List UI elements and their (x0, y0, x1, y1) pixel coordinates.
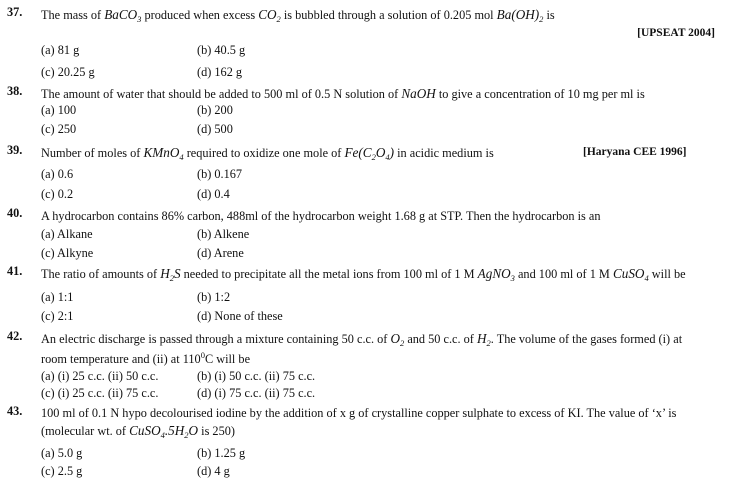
exam-reference: [UPSEAT 2004] (637, 27, 715, 39)
formula: BaCO$_3$ (104, 7, 142, 24)
option-c: (c) (i) 25 c.c. (ii) 75 c.c. (41, 386, 159, 400)
formula: $O_2$ (390, 331, 405, 348)
question-number: 41. (7, 264, 23, 278)
option-a: (a) 1:1 (41, 290, 74, 304)
option-b: (b) 1.25 g (197, 446, 246, 460)
question-stem: An electric discharge is passed through a mixture containing 50 c.c. of $O_2$ and 50 c.c. of $H_2$. The volume of the gases formed (i) at room temperature and (ii) at $110^0C$ will be (41, 331, 683, 366)
option-b: (b) 0.167 (197, 167, 243, 181)
formula: $Fe(C_2O_4)$ (344, 145, 395, 162)
option-c: (c) 20.25 g (41, 65, 95, 79)
option-c: (c) 2.5 g (41, 464, 83, 478)
option-c: (c) 250 (41, 122, 77, 136)
formula: CuSO$_4$ (612, 266, 649, 283)
option-a: (a) Alkane (41, 227, 93, 241)
option-d: (d) 4 g (197, 464, 230, 478)
option-d: (d) None of these (197, 309, 283, 323)
option-d: (d) Arene (197, 246, 244, 260)
option-c: (c) 2:1 (41, 309, 74, 323)
option-d: (d) (i) 75 c.c. (ii) 75 c.c. (197, 386, 316, 400)
option-d: (d) 0.4 (197, 187, 230, 201)
option-b: (b) 1:2 (197, 290, 231, 304)
option-a: (a) 0.6 (41, 167, 74, 181)
option-a: (a) 5.0 g (41, 446, 83, 460)
option-b: (b) Alkene (197, 227, 250, 241)
formula: $CO_2$ (258, 7, 281, 24)
question-number: 43. (7, 404, 23, 418)
question-stem: A hydrocarbon contains 86% carbon, 488ml of the hydrocarbon weight 1.68 g at STP. Then the hydrocarbon is an (41, 209, 601, 223)
question-number: 40. (7, 206, 23, 220)
option-b: (b) 40.5 g (197, 43, 246, 57)
question-stem: The ratio of amounts of $H_2S$ needed to precipitate all the metal ions from 100 ml of 1 M AgNO$_3$ and 100 ml of 1 M CuSO$_4$ will be (41, 266, 686, 283)
option-a: (a) (i) 25 c.c. (ii) 50 c.c. (41, 369, 159, 383)
exam-reference: [Haryana CEE 1996] (583, 146, 687, 158)
option-b: (b) 200 (197, 103, 233, 117)
formula: AgNO$_3$ (477, 266, 515, 283)
option-c: (c) 0.2 (41, 187, 74, 201)
option-d: (d) 162 g (197, 65, 243, 79)
question-number: 42. (7, 329, 23, 343)
question-stem: The mass of BaCO$_3$ produced when excess $CO_2$ is bubbled through a solution of 0.205 mol $Ba(OH)_2$ is (41, 7, 555, 24)
formula: KMnO$_4$ (143, 145, 184, 162)
option-b: (b) (i) 50 c.c. (ii) 75 c.c. (197, 369, 316, 383)
formula: $Ba(OH)_2$ (496, 7, 544, 24)
question-stem: The amount of water that should be added to 500 ml of 0.5 N solution of NaOH to give a concentration of 10 mg per ml is (41, 86, 645, 101)
question-number: 39. (7, 143, 23, 157)
option-d: (d) 500 (197, 122, 233, 136)
question-number: 38. (7, 84, 23, 98)
option-a: (a) 81 g (41, 43, 80, 57)
formula: $CuSO_4.5H_2O$ (129, 423, 199, 440)
formula: $H_2S$ (160, 266, 181, 283)
formula: NaOH (401, 86, 436, 101)
option-c: (c) Alkyne (41, 246, 94, 260)
option-a: (a) 100 (41, 103, 77, 117)
question-stem: Number of moles of KMnO$_4$ required to oxidize one mole of $Fe(C_2O_4)$ in acidic medium is (41, 145, 494, 162)
question-number: 37. (7, 5, 23, 19)
formula: $H_2$ (476, 331, 491, 348)
question-stem: 100 ml of 0.1 N hypo decolourised iodine by the addition of x g of crystalline copper sulphate to excess of KI. The value of ‘x’ is (molecular wt. of $CuSO_4.5H_2O$ is 250) (41, 406, 677, 440)
